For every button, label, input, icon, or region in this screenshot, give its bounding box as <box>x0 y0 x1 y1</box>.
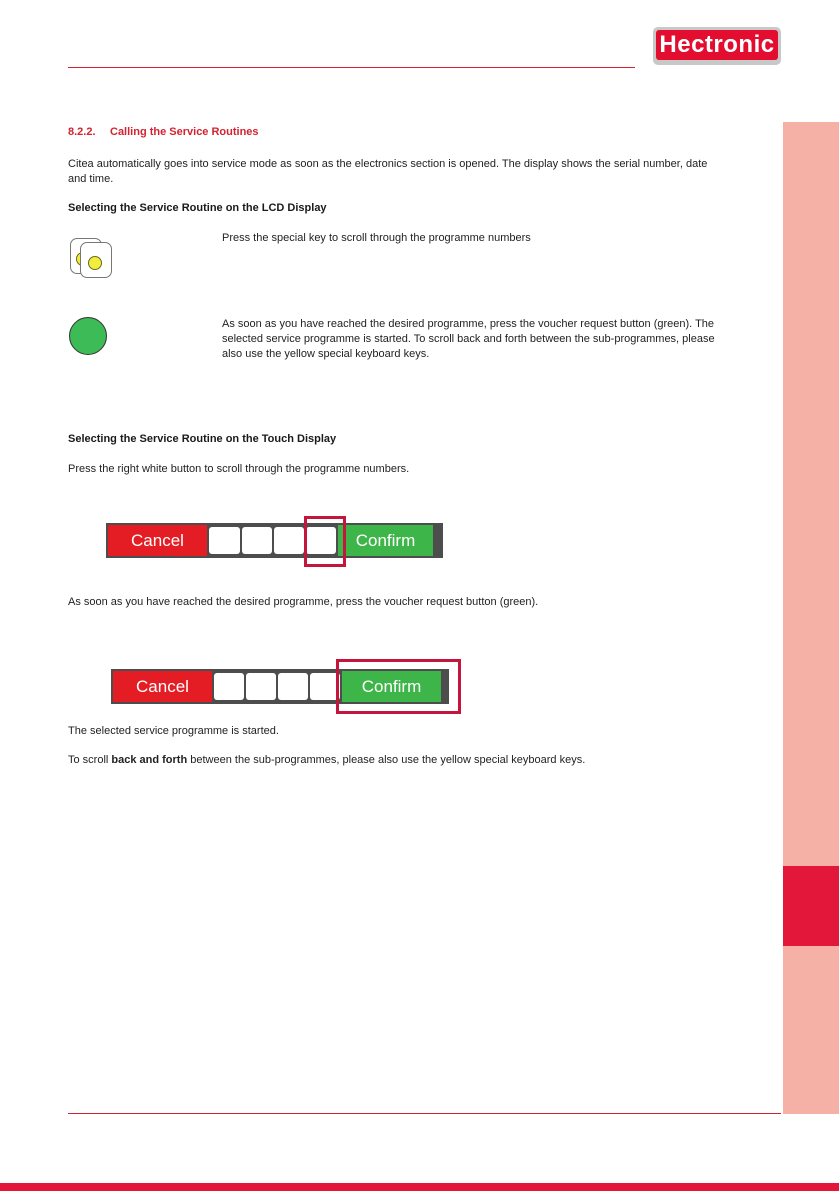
hectronic-logo <box>653 27 781 65</box>
white-button-3[interactable] <box>278 673 308 700</box>
intro-paragraph: Citea automatically goes into service mode as soon as the electronics section is opened. The display shows the serial number, date and time. <box>68 158 708 185</box>
confirm-button[interactable]: Confirm <box>342 671 441 702</box>
confirm-button[interactable]: Confirm <box>338 525 433 556</box>
white-button-2[interactable] <box>242 527 272 554</box>
logo-text: Hectronic <box>656 30 778 60</box>
white-button-1[interactable] <box>209 527 240 554</box>
side-tab <box>783 946 839 1114</box>
touch-step-4 <box>68 753 718 768</box>
touch-step-1: Press the right white button to scroll through the programme numbers. <box>68 463 410 475</box>
step4-suffix: between the sub-programmes, please also use the yellow special keyboard keys. <box>187 754 586 766</box>
white-button-2[interactable] <box>246 673 276 700</box>
touch-heading: Selecting the Service Routine on the Touch Display <box>68 433 337 445</box>
section-number: 8.2.2. <box>68 126 96 138</box>
touch-step-3: The selected service programme is started. <box>68 725 279 737</box>
header-rule <box>68 67 635 68</box>
side-tab <box>783 122 839 866</box>
touch-bar-1 <box>106 523 443 558</box>
voucher-request-button-icon <box>69 317 107 355</box>
highlight-confirm-button <box>336 659 461 714</box>
side-tab-active <box>783 866 839 946</box>
section-heading <box>68 126 259 138</box>
highlight-scroll-button <box>304 516 346 567</box>
white-button-3[interactable] <box>274 527 304 554</box>
lcd-step-1: Press the special key to scroll through the programme numbers <box>222 232 531 244</box>
cancel-button[interactable]: Cancel <box>113 671 212 702</box>
step4-bold: back and forth <box>111 754 188 766</box>
step4-prefix: To scroll <box>68 754 112 766</box>
lcd-step-2: As soon as you have reached the desired programme, press the voucher request button (green). The selected service programme is started. To scroll back and forth between the sub-programmes, please also use the yellow special keyboard keys. <box>222 318 715 360</box>
white-button-1[interactable] <box>214 673 244 700</box>
yellow-special-keys-icon <box>70 234 122 280</box>
footer-rule <box>68 1113 781 1114</box>
section-title: Calling the Service Routines <box>110 126 259 138</box>
lcd-heading: Selecting the Service Routine on the LCD Display <box>68 202 327 214</box>
footer-band <box>0 1183 839 1191</box>
cancel-button[interactable]: Cancel <box>108 525 207 556</box>
touch-step-2: As soon as you have reached the desired programme, press the voucher request button (green). <box>68 596 539 608</box>
